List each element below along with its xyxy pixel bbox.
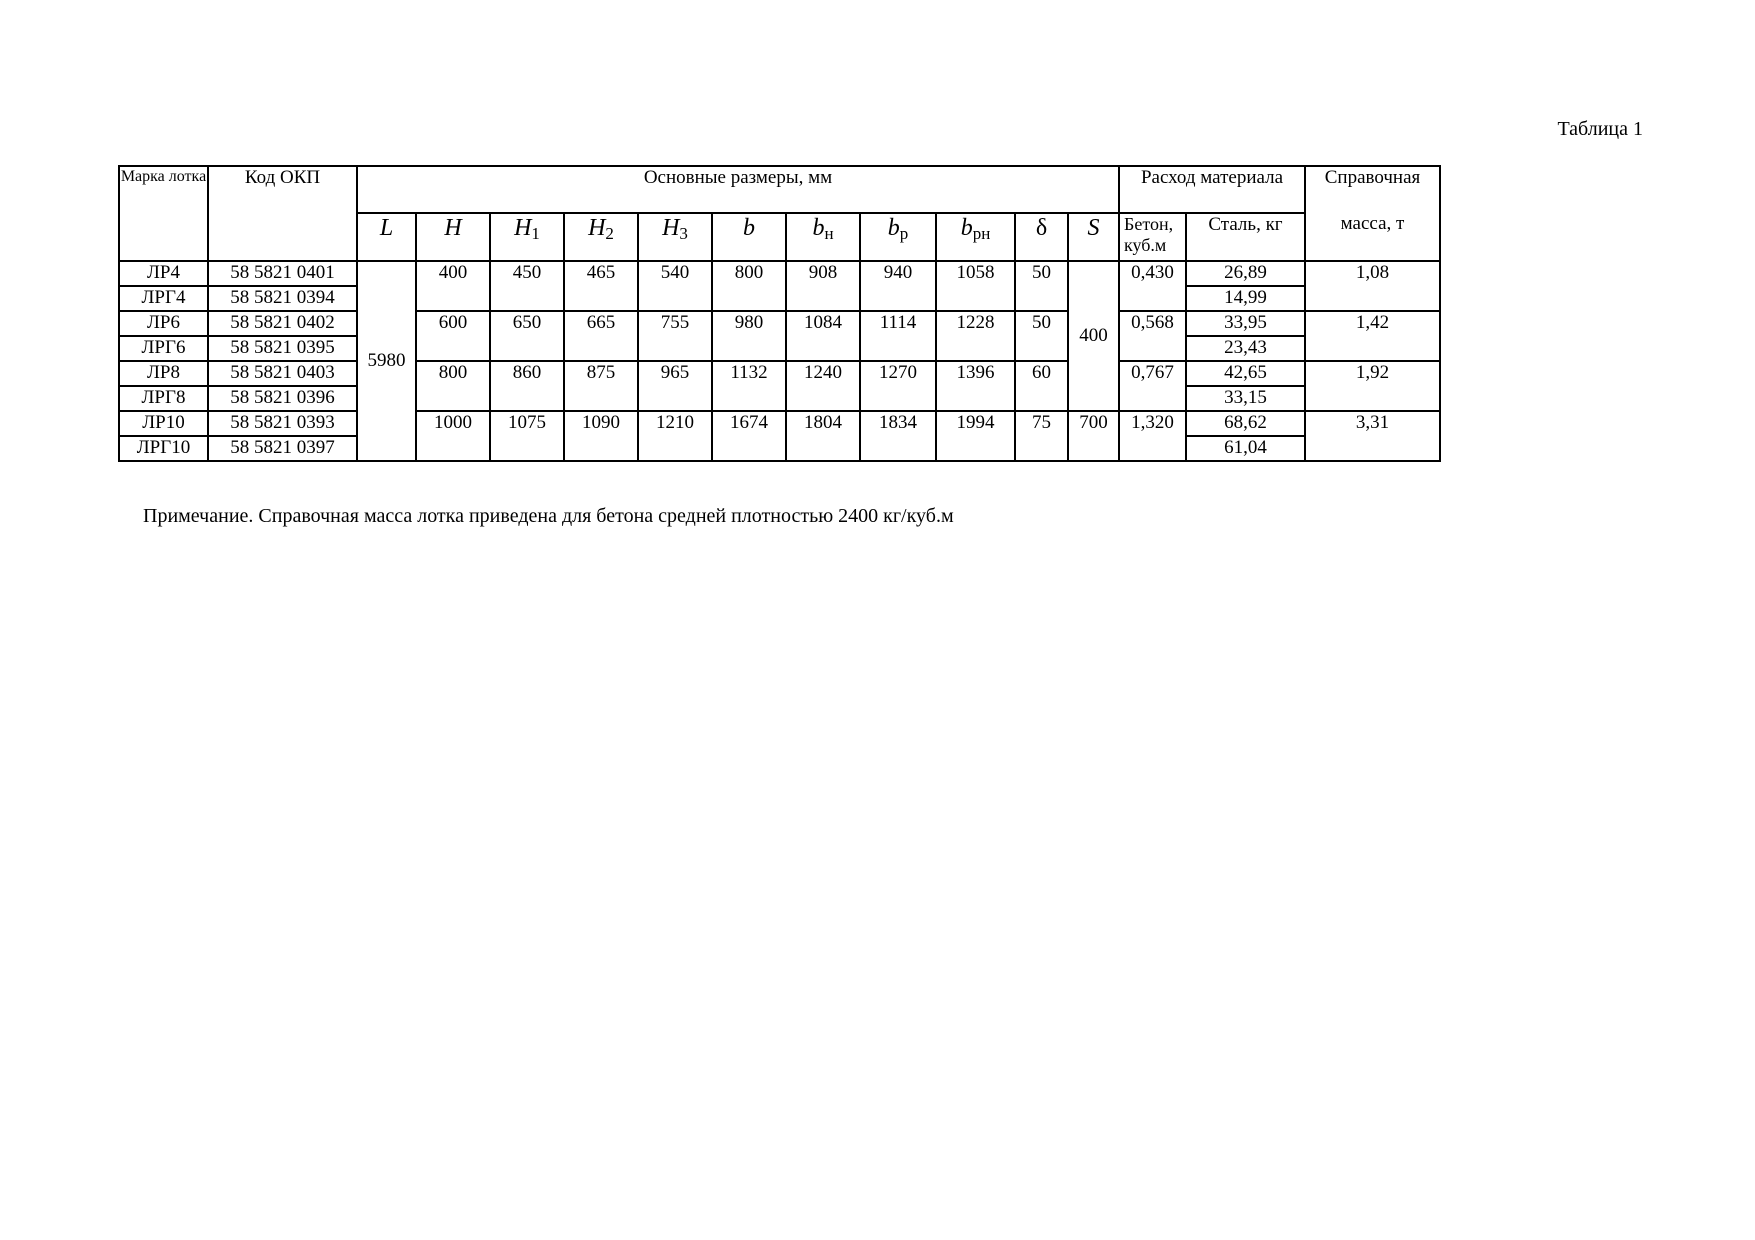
cell-bpn: 1228 — [936, 311, 1015, 361]
cell-H: 400 — [416, 261, 490, 311]
cell-H3: 540 — [638, 261, 712, 311]
cell-okp: 58 5821 0402 — [208, 311, 357, 336]
cell-okp: 58 5821 0401 — [208, 261, 357, 286]
cell-mass: 3,31 — [1305, 411, 1440, 461]
cell-bp: 940 — [860, 261, 936, 311]
cell-b: 1132 — [712, 361, 786, 411]
cell-H3: 1210 — [638, 411, 712, 461]
header-delta: δ — [1015, 213, 1068, 261]
cell-okp: 58 5821 0396 — [208, 386, 357, 411]
cell-concrete: 0,430 — [1119, 261, 1186, 311]
cell-brand: ЛРГ6 — [119, 336, 208, 361]
header-ref-mass-bottom: масса, т — [1305, 213, 1440, 261]
cell-brand: ЛР10 — [119, 411, 208, 436]
cell-b: 800 — [712, 261, 786, 311]
dimensions-table — [118, 165, 1441, 462]
header-dims-group: Основные размеры, мм — [357, 166, 1119, 213]
cell-okp: 58 5821 0393 — [208, 411, 357, 436]
cell-L: 5980 — [357, 261, 416, 461]
cell-H1: 450 — [490, 261, 564, 311]
cell-H1: 650 — [490, 311, 564, 361]
header-concrete: Бетон, куб.м — [1119, 213, 1186, 261]
cell-H2: 665 — [564, 311, 638, 361]
cell-H: 1000 — [416, 411, 490, 461]
header-bp: $b_р$ — [860, 213, 936, 261]
table-row — [119, 311, 1440, 336]
header-H3: $H_3$ — [638, 213, 712, 261]
cell-okp: 58 5821 0403 — [208, 361, 357, 386]
cell-bn: 908 — [786, 261, 860, 311]
cell-mass: 1,42 — [1305, 311, 1440, 361]
cell-brand: ЛРГ10 — [119, 436, 208, 461]
cell-H1: 1075 — [490, 411, 564, 461]
cell-okp: 58 5821 0394 — [208, 286, 357, 311]
cell-bn: 1084 — [786, 311, 860, 361]
cell-bp: 1114 — [860, 311, 936, 361]
header-H2: $H_2$ — [564, 213, 638, 261]
cell-H: 800 — [416, 361, 490, 411]
header-ref-mass-top: Справочная — [1305, 166, 1440, 213]
cell-bn: 1240 — [786, 361, 860, 411]
cell-bn: 1804 — [786, 411, 860, 461]
cell-okp: 58 5821 0397 — [208, 436, 357, 461]
cell-brand: ЛР6 — [119, 311, 208, 336]
cell-brand: ЛР4 — [119, 261, 208, 286]
header-row-1 — [119, 166, 1440, 213]
cell-bpn: 1994 — [936, 411, 1015, 461]
cell-steel: 42,65 — [1186, 361, 1305, 386]
cell-steel: 26,89 — [1186, 261, 1305, 286]
header-H1: $H_1$ — [490, 213, 564, 261]
header-S: S — [1068, 213, 1119, 261]
header-bpn: $b_{рн}$ — [936, 213, 1015, 261]
header-b: b — [712, 213, 786, 261]
cell-H: 600 — [416, 311, 490, 361]
cell-brand: ЛРГ4 — [119, 286, 208, 311]
cell-b: 1674 — [712, 411, 786, 461]
cell-steel: 68,62 — [1186, 411, 1305, 436]
cell-delta: 50 — [1015, 311, 1068, 361]
cell-b: 980 — [712, 311, 786, 361]
cell-S-shared: 400 — [1068, 261, 1119, 411]
cell-bp: 1270 — [860, 361, 936, 411]
cell-H3: 965 — [638, 361, 712, 411]
cell-H2: 465 — [564, 261, 638, 311]
header-H: H — [416, 213, 490, 261]
table-note: Примечание. Справочная масса лотка приведена для бетона средней плотностью 2400 кг/куб.м — [143, 505, 954, 527]
cell-delta: 60 — [1015, 361, 1068, 411]
cell-mass: 1,92 — [1305, 361, 1440, 411]
cell-brand: ЛР8 — [119, 361, 208, 386]
header-brand: Марка лотка — [119, 166, 208, 261]
cell-bpn: 1396 — [936, 361, 1015, 411]
table-row — [119, 361, 1440, 386]
cell-H2: 1090 — [564, 411, 638, 461]
header-steel: Сталь, кг — [1186, 213, 1305, 261]
table-row — [119, 261, 1440, 286]
table-row — [119, 411, 1440, 436]
cell-bpn: 1058 — [936, 261, 1015, 311]
cell-concrete: 0,767 — [1119, 361, 1186, 411]
cell-delta: 75 — [1015, 411, 1068, 461]
cell-S: 700 — [1068, 411, 1119, 461]
cell-H2: 875 — [564, 361, 638, 411]
header-L: L — [357, 213, 416, 261]
cell-steel: 14,99 — [1186, 286, 1305, 311]
cell-okp: 58 5821 0395 — [208, 336, 357, 361]
cell-brand: ЛРГ8 — [119, 386, 208, 411]
header-material-group: Расход материала — [1119, 166, 1305, 213]
cell-delta: 50 — [1015, 261, 1068, 311]
cell-concrete: 1,320 — [1119, 411, 1186, 461]
header-okp: Код ОКП — [208, 166, 357, 261]
cell-steel: 61,04 — [1186, 436, 1305, 461]
cell-steel: 23,43 — [1186, 336, 1305, 361]
cell-concrete: 0,568 — [1119, 311, 1186, 361]
header-bn: $b_н$ — [786, 213, 860, 261]
cell-mass: 1,08 — [1305, 261, 1440, 311]
cell-bp: 1834 — [860, 411, 936, 461]
cell-H3: 755 — [638, 311, 712, 361]
table-caption: Таблица 1 — [1557, 118, 1643, 140]
cell-steel: 33,15 — [1186, 386, 1305, 411]
cell-steel: 33,95 — [1186, 311, 1305, 336]
cell-H1: 860 — [490, 361, 564, 411]
